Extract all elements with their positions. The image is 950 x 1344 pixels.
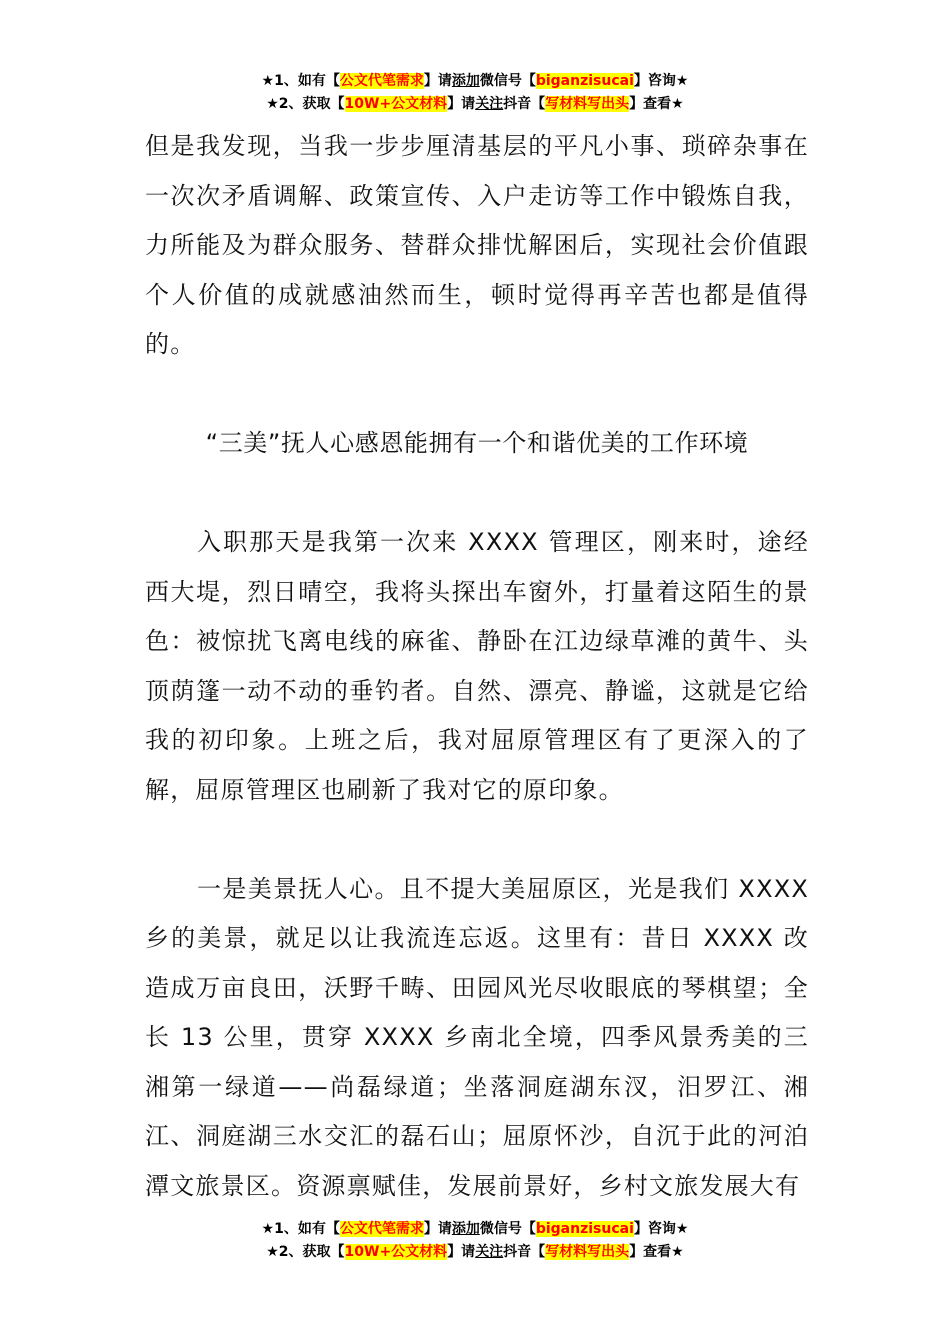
banner-text: ★1、如有【 [261, 73, 340, 89]
banner-text: 】查看★ [629, 96, 684, 112]
paragraph-gap [145, 469, 809, 519]
top-banner [0, 70, 950, 116]
banner-text: 微信号【 [479, 1221, 536, 1237]
banner-text: 】咨询★ [633, 1221, 689, 1237]
section-heading: “三美”抚人心感恩能拥有一个和谐优美的工作环境 [205, 429, 749, 457]
banner-line-1 [0, 70, 950, 93]
banner-text: 】请 [423, 1221, 452, 1237]
banner-text: 抖音【 [503, 1244, 546, 1260]
banner-highlight: biganzisucai [535, 73, 634, 89]
bottom-banner [0, 1218, 950, 1264]
banner-text: ★1、如有【 [261, 1221, 340, 1237]
banner-highlight: 10W+公文材料 [344, 96, 448, 112]
banner-line-2 [0, 1241, 950, 1264]
banner-text: 】请 [447, 1244, 476, 1260]
banner-text: ★2、获取【 [266, 1244, 345, 1260]
banner-highlight: 10W+公文材料 [344, 1244, 448, 1260]
banner-text: 】请 [423, 73, 452, 89]
banner-underlined-text: 关注 [475, 1244, 504, 1260]
banner-highlight: 公文代笔需求 [339, 1221, 424, 1237]
paragraph-2: 入职那天是我第一次来 XXXX 管理区，刚来时，途经西大堤，烈日晴空，我将头探出车窗外，打量着这陌生的景色：被惊扰飞离电线的麻雀、静卧在江边绿草滩的黄牛、头顶荫篷一动不动的垂钓者。自然、漂亮、静谧，这就是它给我的初印象。上班之后，我对屈原管理区有了更深入的了解，屈原管理区也刷新了我对它的原印象。 [145, 528, 809, 804]
banner-highlight: biganzisucai [535, 1221, 634, 1237]
banner-highlight: 写材料写出头 [545, 1244, 630, 1260]
banner-text: 抖音【 [503, 96, 546, 112]
banner-underlined-text: 关注 [475, 96, 504, 112]
banner-line-2 [0, 93, 950, 116]
document-body [145, 122, 809, 1211]
banner-text: 】咨询★ [633, 73, 689, 89]
banner-underlined-text: 添加 [451, 73, 480, 89]
banner-text: ★2、获取【 [266, 96, 345, 112]
banner-text: 】请 [447, 96, 476, 112]
paragraph-1: 但是我发现，当我一步步厘清基层的平凡小事、琐碎杂事在一次次矛盾调解、政策宣传、入户走访等工作中锻炼自我，力所能及为群众服务、替群众排忧解困后，实现社会价值跟个人价值的成就感油然而生，顿时觉得再辛苦也都是值得的。 [145, 132, 809, 358]
paragraph-3: 一是美景抚人心。且不提大美屈原区，光是我们 XXXX 乡的美景，就足以让我流连忘返。这里有：昔日 XXXX 改造成万亩良田，沃野千畴、田园风光尽收眼底的琴棋望；全长 13 公里，贯穿 XXXX 乡南北全境，四季风景秀美的三湘第一绿道——尚磊绿道；坐落洞庭湖东汊，汨罗江、湘江、洞庭湖三水交汇的磊石山；屈原怀沙，自沉于此的河泊潭文旅景区。资源禀赋佳，发展前景好，乡村文旅发展大有 [145, 874, 809, 1200]
banner-underlined-text: 添加 [451, 1221, 480, 1237]
banner-text: 】查看★ [629, 1244, 684, 1260]
banner-highlight: 写材料写出头 [545, 96, 630, 112]
banner-line-1 [0, 1218, 950, 1241]
paragraph-gap [145, 370, 809, 420]
banner-highlight: 公文代笔需求 [339, 73, 424, 89]
paragraph-gap [145, 815, 809, 865]
banner-text: 微信号【 [479, 73, 536, 89]
